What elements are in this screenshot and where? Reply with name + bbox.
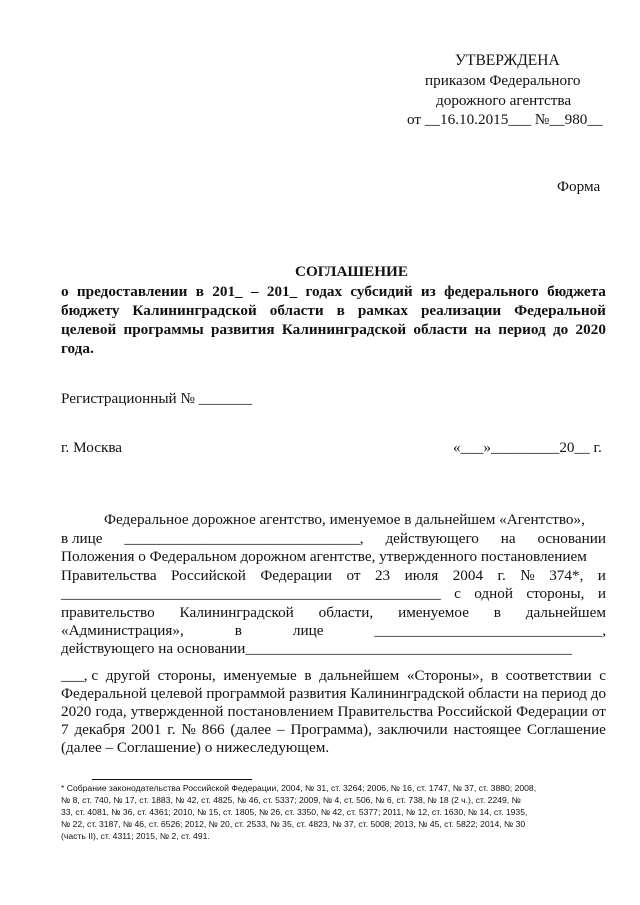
footnote-separator [92, 779, 252, 780]
body-p1-line-2 [61, 530, 606, 548]
word: субсидий [350, 283, 413, 300]
word: дальнейшем [525, 604, 606, 621]
word: 2004 [452, 567, 484, 584]
word: Соглашение [526, 721, 606, 738]
word: Правительства [61, 567, 157, 584]
footnote-line-3: 33, ст. 4081, № 36, ст. 4361; 2010, № 15, ст. 1805, № 26, ст. 3350, № 42, ст. 5377; 2011, № 12, ст. 1630, № 14, ст. 1935, [61, 807, 528, 817]
approval-title: УТВЕРЖДЕНА [455, 52, 560, 69]
body-p1-line-3: Положения о Федеральном дорожном агентстве, утвержденного постановлением [61, 548, 587, 565]
word: ______________________________, [374, 622, 606, 639]
word: лице [292, 622, 324, 639]
word: Калининградской [179, 604, 294, 621]
word: области [413, 321, 468, 338]
word: области [269, 302, 324, 319]
date-field: «___»_________20__ г. [453, 439, 602, 456]
body-p1-line-1: Федеральное дорожное агентство, именуемое в дальнейшем «Агентство», [104, 511, 585, 528]
word: в [234, 622, 242, 639]
word: г. [167, 721, 176, 738]
word: целевой [61, 321, 117, 338]
word: (далее [230, 721, 272, 738]
word: предоставлении [76, 283, 188, 300]
word: на [500, 530, 516, 547]
word: в [304, 667, 312, 684]
word: с [454, 585, 461, 602]
word: стороны, [157, 667, 216, 684]
word: программы [123, 321, 204, 338]
word: июля [404, 567, 439, 584]
body-p1-line-6 [61, 604, 606, 622]
word: Федерации [260, 567, 333, 584]
word: «Стороны», [406, 667, 484, 684]
word: о [61, 283, 69, 300]
word: период [498, 321, 546, 338]
word: дальнейшем [319, 667, 400, 684]
word: и [597, 585, 606, 602]
word: соответствии [505, 667, 592, 684]
body-p1-line-8: действующего на основании___________________________________________ [61, 640, 572, 657]
agreement-subject-line-3 [61, 321, 606, 339]
body-p2-line-5: (далее – Соглашение) о нижеследующем. [61, 739, 330, 756]
word: реализации [420, 302, 502, 319]
agreement-subject-line-4: года. [61, 340, 94, 357]
registration-number: Регистрационный № _______ [61, 390, 252, 407]
body-p2-line-2: Федеральной целевой программой развития Калининградской области на период до [61, 685, 607, 702]
word: одной [474, 585, 513, 602]
word: с [599, 667, 606, 684]
word: № [181, 721, 196, 738]
approval-agency-line: дорожного агентства [436, 92, 572, 109]
word: 23 [374, 567, 391, 584]
word: Программа), [290, 721, 372, 738]
word: № [520, 567, 535, 584]
word: другой [105, 667, 151, 684]
word: Российской [437, 703, 513, 720]
word: 866 [201, 721, 225, 738]
word: Калининградской [281, 321, 407, 338]
word: заключили [377, 721, 448, 738]
word: из [420, 283, 436, 300]
word: Федерации [516, 703, 588, 720]
word: Калининградской [132, 302, 257, 319]
body-p2-line-1 [61, 667, 606, 685]
word: именуемое [398, 604, 469, 621]
footnote-line-2: № 8, ст. 740, № 17, ст. 1883, № 42, ст. 4825, № 46, ст. 5337; 2009, № 4, ст. 506, № 6, ст. 738, № 18 (2 ч.), ст. 2249, № [61, 795, 521, 805]
word: от [346, 567, 361, 584]
word: – [276, 721, 285, 738]
body-p2-line-4 [61, 721, 606, 739]
word: «Администрация», [61, 622, 184, 639]
word: федерального [444, 283, 539, 300]
word: бюджету [61, 302, 120, 319]
word: годах [305, 283, 343, 300]
word: _______________________________, [124, 530, 364, 547]
word: правительство [61, 604, 155, 621]
word: и [597, 567, 606, 584]
word: – [250, 283, 259, 300]
word: 374*, [549, 567, 584, 584]
word: утвержденной [130, 703, 224, 720]
word: 2020 [61, 703, 92, 720]
word: развития [211, 321, 275, 338]
word: от [591, 703, 606, 720]
word: основании [537, 530, 606, 547]
word: декабря [74, 721, 126, 738]
word: Российской [171, 567, 246, 584]
word: бюджета [547, 283, 606, 300]
word: 7 [61, 721, 69, 738]
word: Федеральной [514, 302, 606, 319]
body-p1-line-5 [61, 585, 606, 603]
word: постановлением [227, 703, 334, 720]
word: Правительства [337, 703, 434, 720]
word: года, [95, 703, 127, 720]
body-p1-line-7 [61, 622, 606, 640]
word: на [474, 321, 491, 338]
word: действующего [385, 530, 479, 547]
word: в [336, 302, 345, 319]
word: 2001 [130, 721, 162, 738]
form-label: Форма [557, 178, 601, 195]
agreement-subject-line-2 [61, 302, 606, 320]
footnote-line-5: (часть II), ст. 4311; 2015, № 2, ст. 491. [61, 831, 210, 841]
approval-order-line: приказом Федерального [425, 72, 581, 89]
word: __________________________________________________ [61, 585, 441, 602]
city: г. Москва [61, 439, 123, 456]
word: до [552, 321, 569, 338]
agreement-subject-line-1 [61, 283, 606, 301]
word: 2020 [575, 321, 606, 338]
body-p2-line-3 [61, 703, 606, 721]
word: настоящее [453, 721, 522, 738]
word: области, [318, 604, 374, 621]
footnote-line-1: * Собрание законодательства Российской Федерации, 2004, № 31, ст. 3264; 2006, № 16, ст. 1747, № 37, ст. 3880; 2008, [61, 783, 537, 793]
word: в [493, 604, 501, 621]
word: 201_ [212, 283, 243, 300]
word: г. [497, 567, 506, 584]
footnote-line-4: № 22, ст. 3187, № 46, ст. 6526; 2012, № 20, ст. 2533, № 35, ст. 4823, № 37, ст. 5008; 2013, № 45, ст. 5822; 2014, № 30 [61, 819, 526, 829]
approval-date-number: от __16.10.2015___ №__980__ [407, 111, 603, 128]
word: стороны, [526, 585, 585, 602]
word: в лице [61, 530, 103, 547]
word: 201_ [266, 283, 298, 300]
word: ___, с [61, 667, 99, 684]
word: в [195, 283, 204, 300]
agreement-heading: СОГЛАШЕНИЕ [295, 263, 408, 280]
body-p1-line-4 [61, 567, 606, 585]
word: в [491, 667, 499, 684]
word: рамках [357, 302, 408, 319]
word: именуемые [223, 667, 297, 684]
